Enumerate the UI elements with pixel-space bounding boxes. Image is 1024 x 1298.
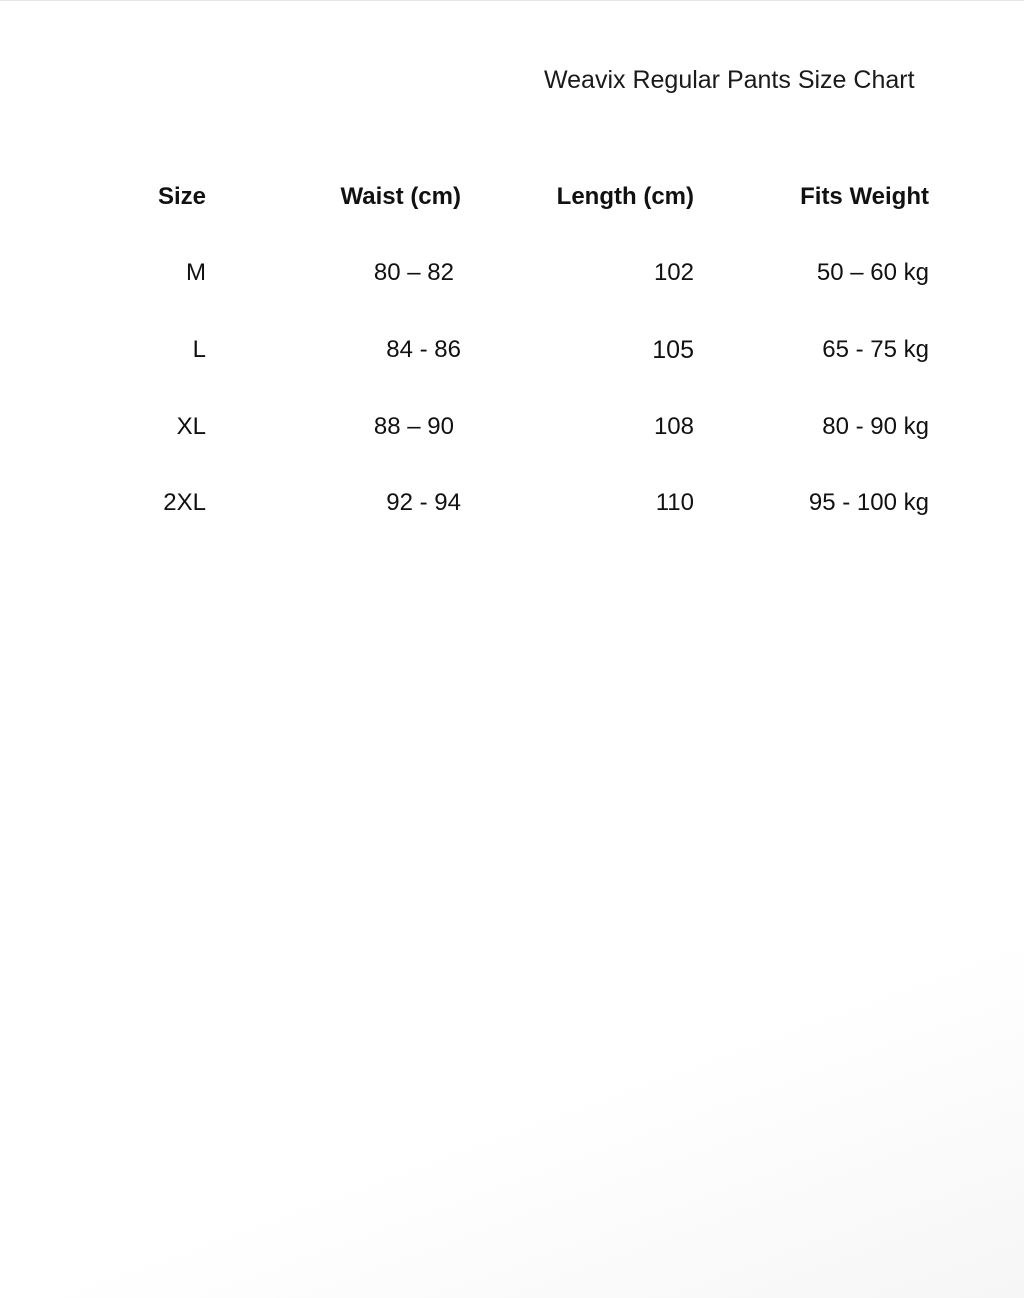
cell-length: 102 <box>653 259 694 286</box>
table-row <box>0 258 1024 288</box>
cell-waist: 84 - 86 <box>386 336 461 363</box>
page-title: Weavix Regular Pants Size Chart <box>544 66 915 94</box>
cell-waist: 88 – 90 <box>373 413 454 440</box>
cell-length: 110 <box>655 489 694 516</box>
cell-length: 105 <box>652 336 694 364</box>
header-weight: Fits Weight <box>800 183 929 210</box>
table-row <box>0 412 1024 442</box>
table-row <box>0 335 1024 365</box>
cell-size: L <box>192 336 206 363</box>
header-size: Size <box>157 183 206 210</box>
header-waist: Waist (cm) <box>340 183 461 210</box>
cell-waist: 80 – 82 <box>373 259 454 286</box>
cell-weight: 65 - 75 kg <box>822 336 929 363</box>
cell-weight: 50 – 60 kg <box>816 259 929 286</box>
table-header-row <box>0 182 1024 212</box>
cell-size: M <box>186 259 206 286</box>
cell-waist: 92 - 94 <box>386 489 461 516</box>
cell-weight: 95 - 100 kg <box>808 489 929 516</box>
cell-weight: 80 - 90 kg <box>822 413 929 440</box>
table-row <box>0 488 1024 518</box>
cell-size: 2XL <box>163 489 206 516</box>
cell-size: XL <box>176 413 206 440</box>
cell-length: 108 <box>653 413 694 440</box>
header-length: Length (cm) <box>556 183 694 210</box>
